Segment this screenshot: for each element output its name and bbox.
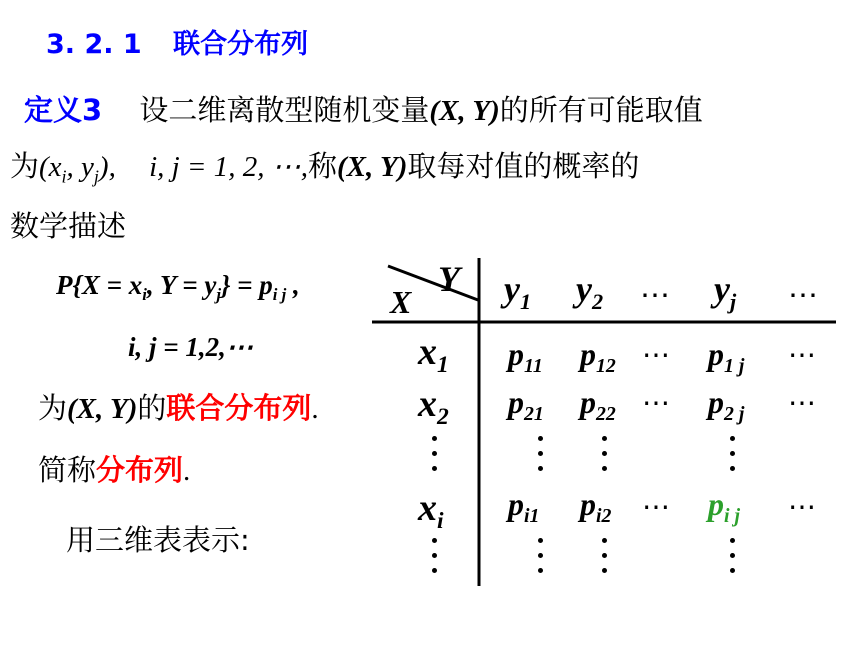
short-name-note: 简称分布列. bbox=[38, 453, 191, 487]
cell-p21: $p_{21}$ bbox=[508, 384, 544, 425]
vdots-col2-1 bbox=[602, 436, 608, 472]
vdots-colj-2 bbox=[730, 538, 736, 574]
definition-label: 定义3 bbox=[24, 93, 103, 127]
section-number: 3. 2. 1 bbox=[46, 29, 142, 60]
row-label-xi: $x_i$ bbox=[418, 487, 444, 535]
definition-pair-2: (X, Y) bbox=[337, 151, 408, 183]
section-title: 联合分布列 bbox=[173, 29, 309, 60]
probability-formula: $P\{X = x_i$, $Y = y_j\} = p_{i j}$ , bbox=[56, 270, 300, 304]
cell-p2j: $p_{2 j}$ bbox=[708, 384, 745, 425]
row-label-x1: $x_1$ bbox=[418, 331, 449, 379]
cell-p1j: $p_{1 j}$ bbox=[708, 336, 745, 377]
vdots-col1-1 bbox=[538, 436, 544, 472]
definition-lead-2: 为 bbox=[10, 149, 40, 183]
definition-tail-1: 的所有可能取值 bbox=[499, 93, 703, 127]
table-intro-note: 用三维表表示: bbox=[66, 523, 250, 557]
vdots-col2-2 bbox=[602, 538, 608, 574]
term-distribution: 分布列 bbox=[96, 453, 184, 487]
vdots-row-label-2 bbox=[432, 538, 438, 574]
vdots-col1-2 bbox=[538, 538, 544, 574]
cell-p12: $p_{12}$ bbox=[580, 336, 616, 377]
cell-pij-highlight: $p_{i j}$ bbox=[708, 486, 740, 527]
cell-ellipsis-ri-end: ⋯ bbox=[788, 492, 816, 523]
definition-tail-2: 取每对值的概率的 bbox=[407, 149, 640, 183]
joint-distribution-note: 为(X, Y)的联合分布列. bbox=[38, 391, 319, 425]
header-ellipsis-1: ⋯ bbox=[640, 279, 670, 312]
cell-ellipsis-r1-end: ⋯ bbox=[788, 340, 816, 371]
definition-pair-1: (X, Y) bbox=[429, 95, 500, 127]
vdots-row-label-1 bbox=[432, 436, 438, 472]
header-y1: $y_1$ bbox=[504, 269, 532, 314]
cell-ellipsis-r2: ⋯ bbox=[642, 388, 670, 419]
cell-ellipsis-ri: ⋯ bbox=[642, 492, 670, 523]
vdots-colj-1 bbox=[730, 436, 736, 472]
definition-text-2: 称 bbox=[308, 149, 338, 183]
header-yj: $y_j$ bbox=[714, 269, 737, 314]
cell-pi2: $p_{i2}$ bbox=[580, 486, 612, 527]
cell-ellipsis-r1: ⋯ bbox=[642, 340, 670, 371]
header-ellipsis-2: ⋯ bbox=[788, 279, 818, 312]
cell-pi1: $p_{i1}$ bbox=[508, 486, 540, 527]
cell-ellipsis-r2-end: ⋯ bbox=[788, 388, 816, 419]
index-range: i, j = 1, 2, ⋯, bbox=[149, 151, 308, 183]
formula-range: i, j = 1,2,⋯ bbox=[128, 332, 253, 362]
cell-p22: $p_{22}$ bbox=[580, 384, 616, 425]
corner-label-x: X bbox=[390, 284, 412, 320]
definition-text-1: 设二维离散型随机变量 bbox=[139, 93, 430, 127]
value-pair: ($x_i$, $y_j$), bbox=[39, 151, 116, 187]
term-joint-distribution: 联合分布列 bbox=[166, 391, 312, 425]
row-label-x2: $x_2$ bbox=[418, 383, 449, 431]
corner-label-y: Y bbox=[438, 259, 460, 299]
header-y2: $y_2$ bbox=[576, 269, 604, 314]
definition-line-3: 数学描述 bbox=[10, 209, 127, 243]
cell-p11: $p_{11}$ bbox=[508, 336, 543, 377]
